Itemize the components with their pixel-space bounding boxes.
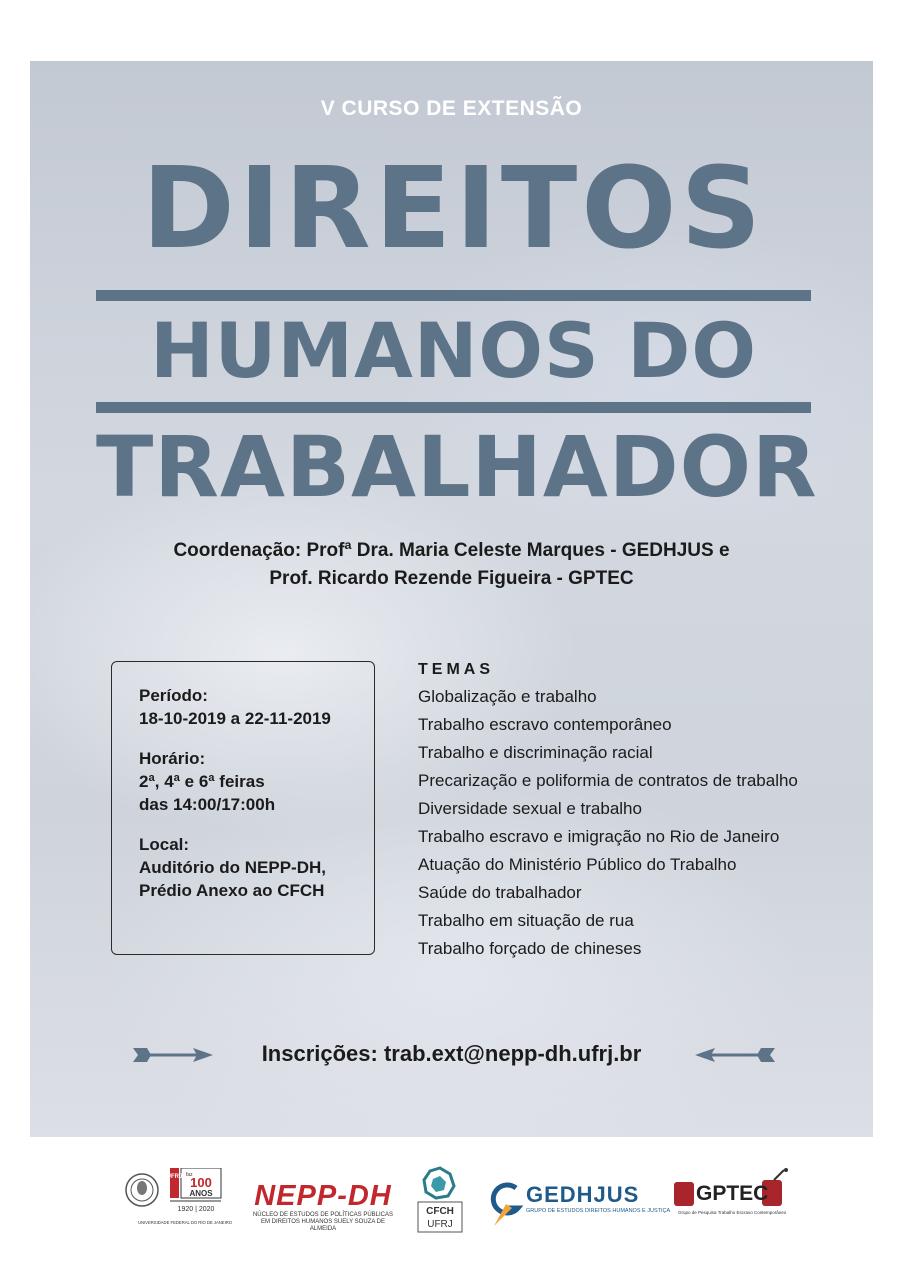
- gedhjus-logo: [486, 1178, 671, 1230]
- title-divider-bottom: [96, 402, 811, 413]
- gptec-sub: Grupo de Pesquisa Trabalho Escravo Contemporâneo: [678, 1210, 787, 1215]
- tema-item: Trabalho em situação de rua: [418, 911, 634, 930]
- gedhjus-name: GEDHJUS: [526, 1182, 640, 1207]
- cfch-line-2: UFRJ: [427, 1219, 453, 1230]
- ufrj-logo: [122, 1168, 248, 1232]
- gptec-logo: [670, 1168, 792, 1228]
- periodo-label: Período:: [139, 686, 208, 705]
- nepp-sub-1: NÚCLEO DE ESTUDOS DE POLÍTICAS PÚBLICAS: [252, 1212, 394, 1218]
- tema-item: Diversidade sexual e trabalho: [418, 799, 642, 818]
- tema-item: Trabalho escravo e imigração no Rio de Janeiro: [418, 827, 780, 846]
- temas-heading: TEMAS: [418, 661, 494, 678]
- cfch-emblem-icon: [414, 1166, 466, 1234]
- ufrj-100: 100: [190, 1175, 212, 1190]
- ufrj-anos: ANOS: [189, 1189, 213, 1198]
- ufrj-badge: UFRJ: [166, 1174, 183, 1180]
- local-label: Local:: [139, 835, 190, 854]
- tema-item: Globalização e trabalho: [418, 687, 597, 706]
- coordination: [30, 537, 873, 593]
- ufrj-years: 1920 | 2020: [177, 1206, 215, 1213]
- tema-item: Trabalho escravo contemporâneo: [418, 715, 672, 734]
- horario-days: 2ª, 4ª e 6ª feiras: [139, 772, 265, 791]
- horario-label: Horário:: [139, 749, 206, 768]
- periodo-group: [139, 684, 374, 730]
- local-line-1: Auditório do NEPP-DH,: [139, 858, 326, 877]
- tema-item: Trabalho e discriminação racial: [418, 743, 653, 762]
- local-line-2: Prédio Anexo ao CFCH: [139, 881, 325, 900]
- periodo-value: 18-10-2019 a 22-11-2019: [139, 709, 331, 728]
- gptec-name: GPTEC: [696, 1182, 769, 1205]
- tema-item: Precarização e poliformia de contratos de trabalho: [418, 771, 798, 790]
- ufrj-faz: faz: [186, 1172, 193, 1178]
- course-kicker: V CURSO DE EXTENSÃO: [320, 97, 583, 120]
- nepp-name: NEPP-DH: [254, 1180, 392, 1212]
- horario-group: [139, 747, 374, 816]
- ufrj-name: UNIVERSIDADE FEDERAL DO RIO DE JANEIRO: [137, 1220, 233, 1225]
- nepp-dh-logo: [248, 1180, 398, 1240]
- temas-list: [418, 683, 798, 963]
- nepp-sub-2: EM DIREITOS HUMANOS SUELY SOUZA DE ALMEIDA: [260, 1219, 386, 1232]
- cfch-line-1: CFCH: [426, 1206, 454, 1217]
- inscricoes-email: Inscrições: trab.ext@nepp-dh.ufrj.br: [261, 1041, 642, 1066]
- title-divider-top: [96, 290, 811, 301]
- local-group: [139, 833, 374, 902]
- gedhjus-g-icon: [486, 1178, 526, 1228]
- temas-section: [418, 661, 798, 963]
- ufrj-seal-icon: [122, 1168, 248, 1232]
- poster: [30, 61, 873, 1137]
- horario-hours: das 14:00/17:00h: [139, 795, 276, 814]
- footer-logos: [0, 1150, 904, 1260]
- title-line-1: DIREITOS: [141, 144, 766, 274]
- tema-item: Trabalho forçado de chineses: [418, 939, 642, 958]
- gedhjus-sub: GRUPO DE ESTUDOS DIREITOS HUMANOS E JUSTIÇA: [526, 1208, 671, 1214]
- coordination-line-1: Coordenação: Profª Dra. Maria Celeste Marques - GEDHJUS e: [173, 540, 730, 561]
- title-line-2: HUMANOS DO: [150, 306, 757, 395]
- info-box: [111, 661, 375, 955]
- tema-item: Atuação do Ministério Público do Trabalho: [418, 855, 737, 874]
- coordination-line-2: Prof. Ricardo Rezende Figueira - GPTEC: [269, 568, 634, 589]
- title-line-3: TRABALHADOR: [96, 418, 818, 516]
- cfch-logo: [414, 1166, 466, 1234]
- tema-item: Saúde do trabalhador: [418, 883, 582, 902]
